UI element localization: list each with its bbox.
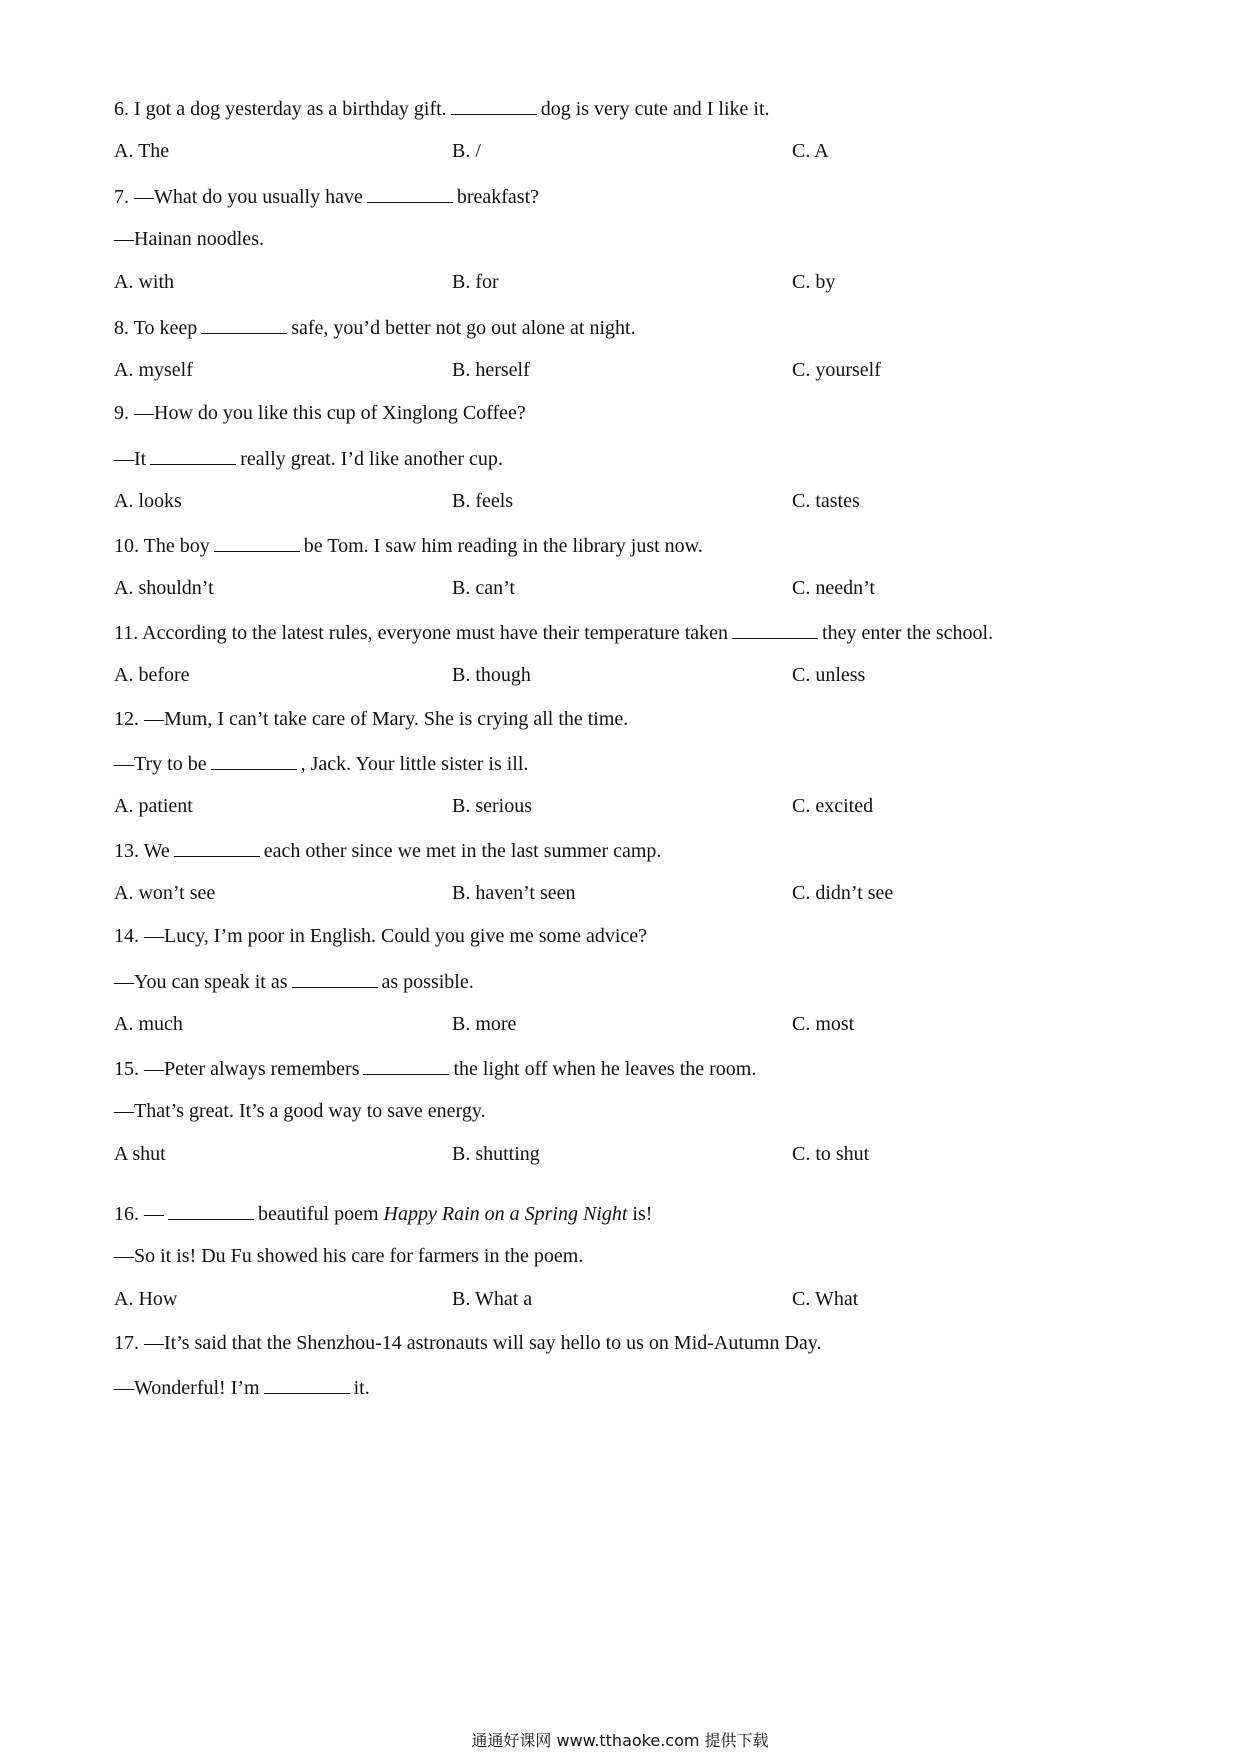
stem-text: 6. I got a dog yesterday as a birthday gift. [114,98,447,120]
question-8-option-b: B. herself [452,359,530,381]
question-15-option-a: A shut [114,1143,166,1165]
question-7-stem [114,182,539,210]
reply-text: it. [353,1377,370,1399]
stem-text: dog is very cute and I like it. [540,98,770,120]
question-14-option-b: B. more [452,1013,517,1035]
question-15-option-c: C. to shut [792,1143,870,1165]
reply-text: really great. I’d like another cup. [240,448,503,470]
question-12-option-b: B. serious [452,795,532,817]
question-8-stem [114,313,636,341]
answer-blank [150,444,236,465]
question-13-option-b: B. haven’t seen [452,882,576,904]
question-17-stem: 17. —It’s said that the Shenzhou-14 astronauts will say hello to us on Mid-Autumn Day. [114,1332,822,1354]
question-8-option-c: C. yourself [792,359,881,381]
question-6-option-b: B. / [452,140,481,162]
stem-text: 7. —What do you usually have [114,186,363,208]
stem-text: 15. —Peter always remembers [114,1058,360,1080]
reply-text: —Try to be [114,753,207,775]
reply-text: as possible. [381,971,474,993]
question-13-stem [114,836,661,864]
page-footer: 通通好课网 www.tthaoke.com 提供下载 [471,1731,769,1750]
answer-blank [174,836,260,857]
question-15-stem [114,1054,756,1082]
reply-text: —Wonderful! I’m [114,1377,260,1399]
answer-blank [201,313,287,334]
stem-text: 16. — [114,1203,164,1225]
question-7-option-b: B. for [452,271,499,293]
answer-blank [367,182,453,203]
question-15-option-b: B. shutting [452,1143,540,1165]
poem-title: Happy Rain on a Spring Night [383,1203,628,1225]
question-14-stem: 14. —Lucy, I’m poor in English. Could you give me some advice? [114,925,648,947]
stem-text: 11. According to the latest rules, everyone must have their temperature taken [114,622,729,644]
question-17-reply [114,1373,370,1401]
question-14-option-a: A. much [114,1013,183,1035]
question-9-option-c: C. tastes [792,490,860,512]
question-14-reply [114,967,474,995]
question-12-stem: 12. —Mum, I can’t take care of Mary. She is crying all the time. [114,708,629,730]
answer-blank [732,618,818,639]
question-16-reply: —So it is! Du Fu showed his care for farmers in the poem. [114,1245,584,1267]
question-11-option-b: B. though [452,664,531,686]
question-10-option-c: C. needn’t [792,577,875,599]
question-10-option-b: B. can’t [452,577,515,599]
stem-text: each other since we met in the last summer camp. [263,840,662,862]
question-16-option-b: B. What a [452,1288,533,1310]
question-10-option-a: A. shouldn’t [114,577,214,599]
question-11-stem [114,618,993,646]
stem-text: beautiful poem [258,1203,379,1225]
question-9-option-a: A. looks [114,490,182,512]
stem-text: safe, you’d better not go out alone at night. [291,317,636,339]
question-11-option-c: C. unless [792,664,866,686]
question-16-option-c: C. What [792,1288,859,1310]
question-12-reply [114,749,528,777]
question-7-option-a: A. with [114,271,174,293]
question-13-option-c: C. didn’t see [792,882,894,904]
stem-text: 13. We [114,840,170,862]
answer-blank [211,749,297,770]
answer-blank [214,531,300,552]
question-12-option-a: A. patient [114,795,193,817]
question-10-stem [114,531,703,559]
question-6-option-a: A. The [114,140,170,162]
question-16-option-a: A. How [114,1288,178,1310]
question-16-stem [114,1199,652,1227]
question-9-stem: 9. —How do you like this cup of Xinglong Coffee? [114,402,526,424]
answer-blank [451,94,537,115]
reply-text: —It [114,448,147,470]
question-13-option-a: A. won’t see [114,882,216,904]
stem-text: breakfast? [456,186,540,208]
stem-text: be Tom. I saw him reading in the library just now. [303,535,703,557]
stem-text: they enter the school. [822,622,994,644]
answer-blank [168,1199,254,1220]
question-6-stem [114,94,770,122]
stem-text: 10. The boy [114,535,210,557]
stem-text: is! [632,1203,653,1225]
answer-blank [363,1054,449,1075]
answer-blank [264,1373,350,1394]
reply-text: —You can speak it as [114,971,288,993]
question-7-option-c: C. by [792,271,836,293]
question-7-reply: —Hainan noodles. [114,228,264,250]
question-14-option-c: C. most [792,1013,855,1035]
stem-text: 8. To keep [114,317,198,339]
question-11-option-a: A. before [114,664,190,686]
question-15-reply: —That’s great. It’s a good way to save energy. [114,1100,486,1122]
question-12-option-c: C. excited [792,795,874,817]
question-9-reply [114,444,503,472]
stem-text: the light off when he leaves the room. [453,1058,757,1080]
question-9-option-b: B. feels [452,490,514,512]
reply-text: , Jack. Your little sister is ill. [300,753,529,775]
answer-blank [292,967,378,988]
question-8-option-a: A. myself [114,359,193,381]
question-6-option-c: C. A [792,140,829,162]
